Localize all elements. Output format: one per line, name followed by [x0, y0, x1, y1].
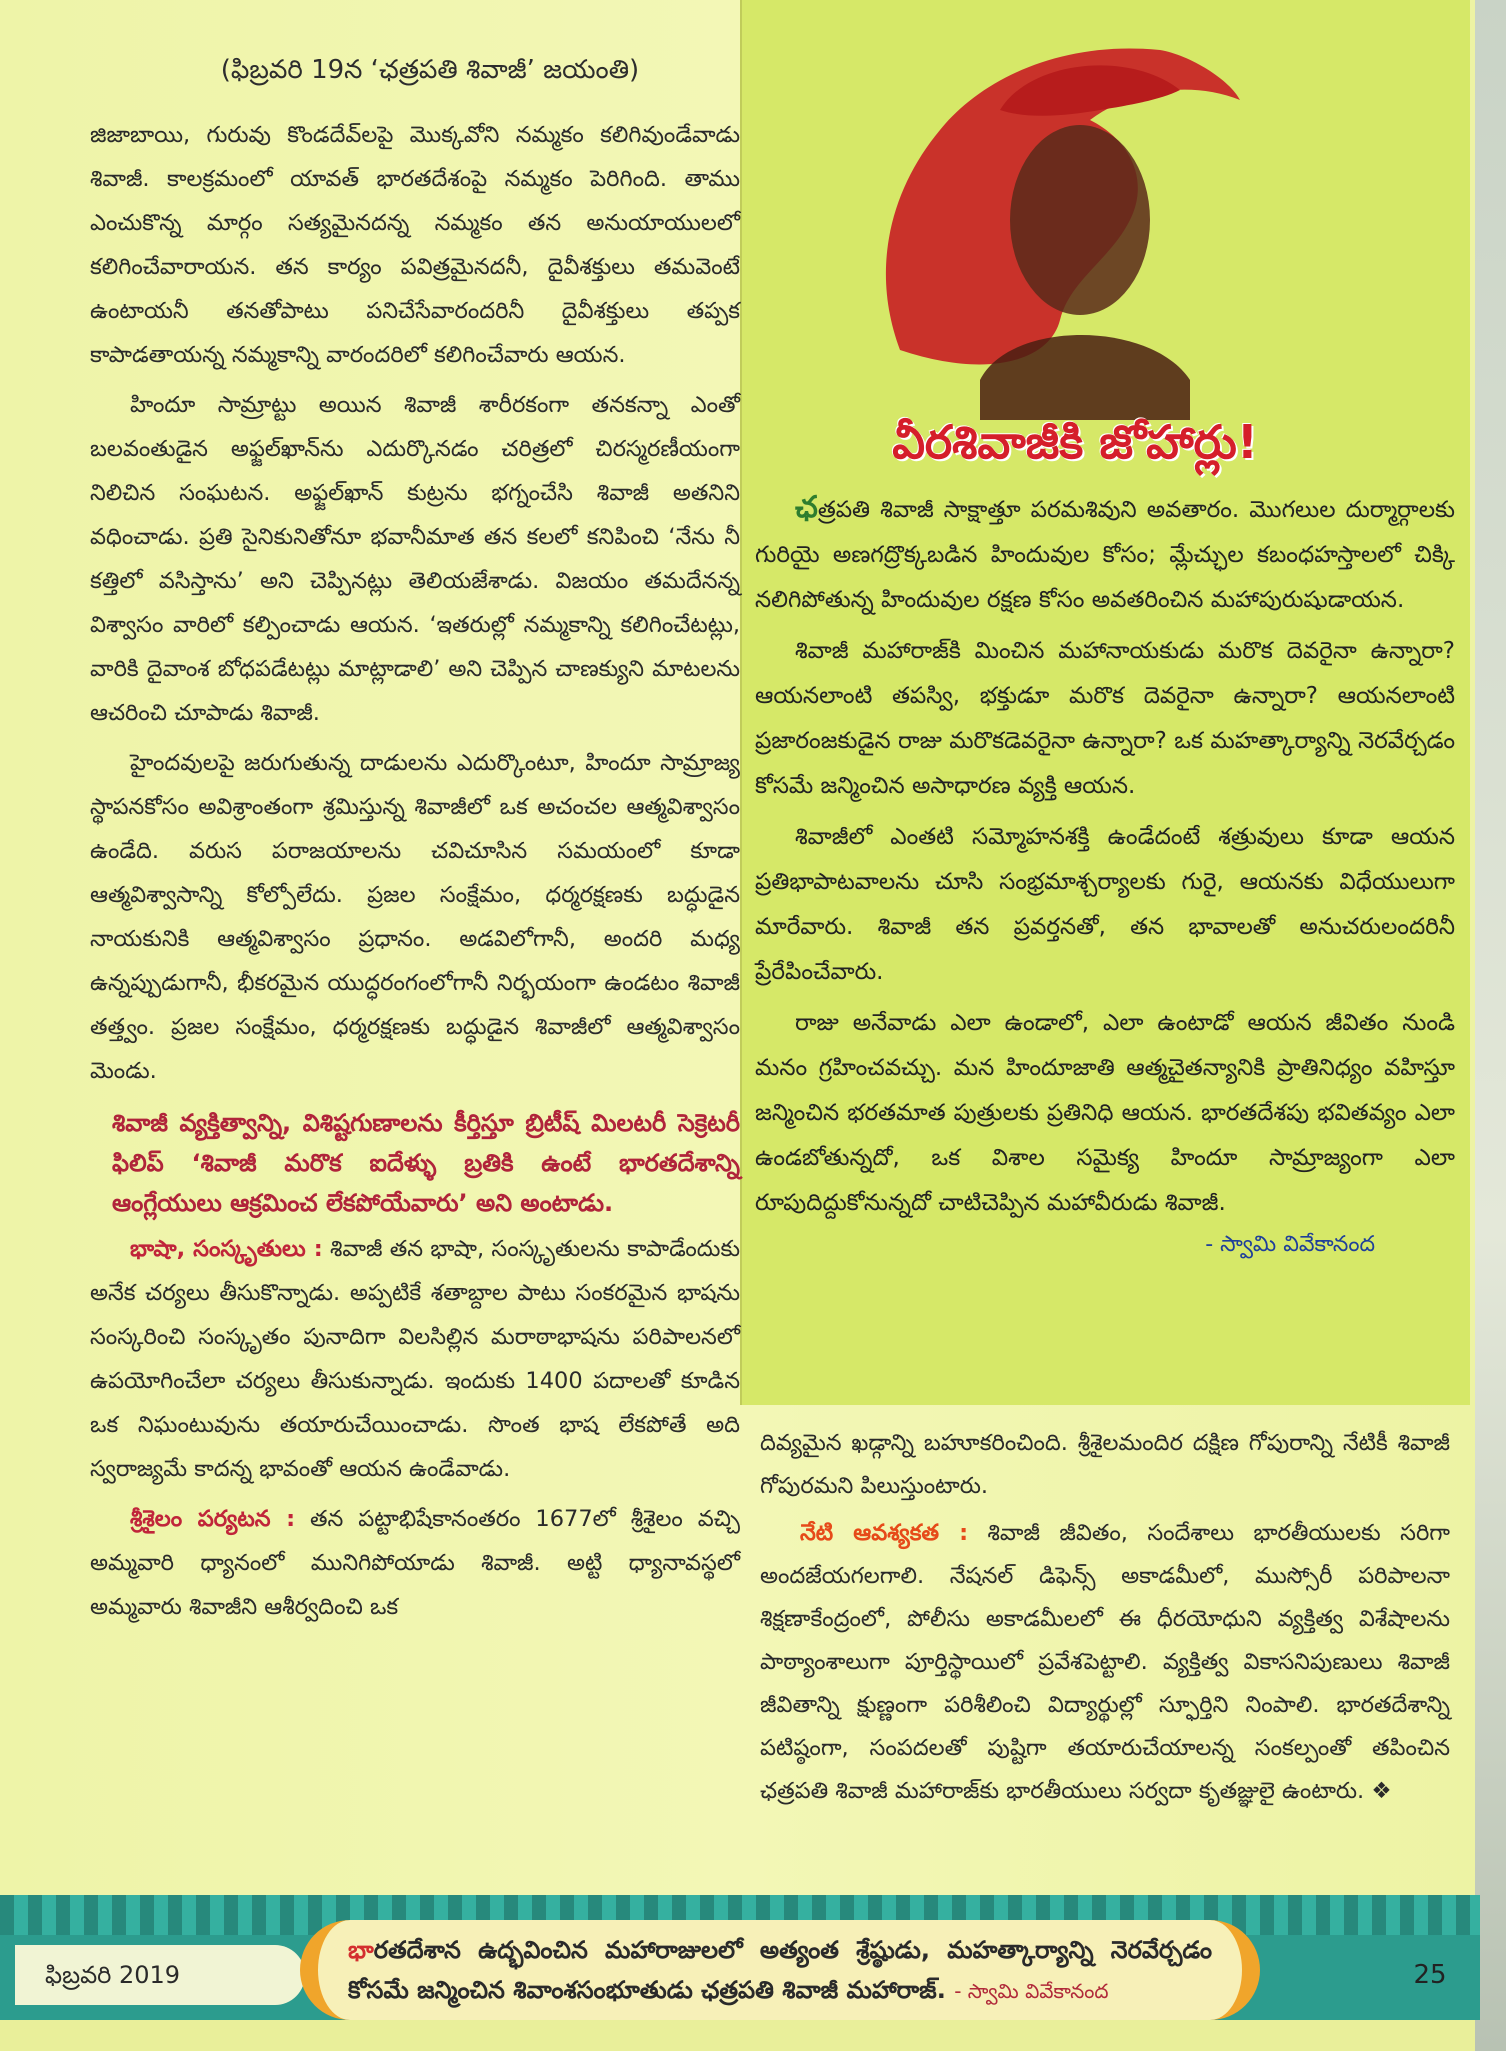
left-paragraph-1: జిజాబాయి, గురువు కొండదేవ్‌లపై మొక్కవోని నమ్మకం కలిగివుండేవాడు శివాజీ. కాలక్రమంలో యావత్ భారతదేశంపై నమ్మకం పెరిగింది. తాము ఎంచుకొన్న మార్గం సత్యమైనదన్న నమ్మకం తన అనుయాయులలో కలిగించేవారాయన. తన కార్యం పవిత్రమైనదనీ, దైవీశక్తులు తమవెంటే ఉంటాయనీ తనతోపాటు పనిచేసేవారందరినీ దైవీశక్తులు తప్పక కాపాడతాయన్న నమ్మకాన్ని వారందరిలో కలిగించేవారు ఆయన.: [90, 122, 740, 368]
footer-signature: - స్వామి వివేకానంద: [954, 1979, 1109, 2003]
footer-quote: భారతదేశాన ఉద్భవించిన మహారాజులలో అత్యంత శ్రేష్ఠుడు, మహత్కార్యాన్ని నెరవేర్చడం కోసమే జన్మించిన శివాంశసంభూతుడు ఛత్రపతి శివాజీ మహారాజ్. - స్వామి వివేకానంద: [348, 1936, 1212, 2004]
heading-srisailam: శ్రీశైలం పర్యటన :: [130, 1506, 296, 1532]
article-subtitle: (ఫిబ్రవరి 19న ‘ఛత్రపతి శివాజీ’ జయంతి): [220, 55, 640, 85]
left-paragraph-2: హిందూ సామ్రాట్టు అయిన శివాజీ శారీరకంగా తనకన్నా ఎంతో బలవంతుడైన అఫ్జల్‌ఖాన్‌ను ఎదుర్కొనడం చరిత్రలో చిరస్మరణీయంగా నిలిచిన సంఘటన. అఫ్జల్‌ఖాన్ కుట్రను భగ్నంచేసి శివాజీ అతనిని వధించాడు. ప్రతి సైనికునితోనూ భవానీమాత తన కలలో కనిపించి ‘నేను నీ కత్తిలో వసిస్తాను’ అని చెప్పినట్లు తెలియజేశాడు. విజయం తమదేనన్న విశ్వాసం వారిలో కల్పించాడు ఆయన. ‘ఇతరుల్లో నమ్మకాన్ని కలిగించేటట్లు, వారికి దైవాంశ బోధపడేటట్లు మాట్లాడాలి’ అని చెప్పిన చాణక్యుని మాటలను ఆచరించి చూపాడు శివాజీ.: [90, 392, 740, 726]
heading-need: నేటి ఆవశ్యకత :: [800, 1520, 969, 1546]
panel-title: వీరశివాజీకి జోహార్లు!: [892, 415, 1258, 469]
panel-signature: - స్వామి వివేకానంద: [1205, 1232, 1375, 1257]
left-column: [90, 55, 740, 1635]
page-number: 25: [1413, 1960, 1447, 1990]
right-column: [760, 1422, 1450, 1817]
dropcap: ఛ: [795, 490, 818, 525]
portrait-illustration: [830, 20, 1290, 420]
footer-date: ఫిబ్రవరి 2019: [15, 1945, 305, 2005]
heading-bhasha: భాషా, సంస్కృతులు :: [130, 1236, 323, 1262]
panel-paragraph-1: ఛత్రపతి శివాజీ సాక్షాత్తూ పరమశివుని అవతారం. మొగలుల దుర్మార్గాలకు గురియై అణగద్రొక్కబడిన హిందువుల కోసం; మ్లేచ్ఛుల కబంధహస్తాలలో చిక్కి నలిగిపోతున్న హిందువుల రక్షణ కోసం అవతరించిన మహాపురుషుడాయన.: [755, 490, 1455, 613]
right-paragraph-2: నేటి ఆవశ్యకత : శివాజీ జీవితం, సందేశాలు భారతీయులకు సరిగా అందజేయగలగాలి. నేషనల్ డిఫెన్స్ అకాడమీలో, ముస్సోరీ పరిపాలనా శిక్షణాకేంద్రంలో, పోలీసు అకాడమీలలో ఈ ధీరయోధుని వ్యక్తిత్వ విశేషాలను పాఠ్యాంశాలుగా పూర్తిస్థాయిలో ప్రవేశపెట్టాలి. వ్యక్తిత్వ వికాసనిపుణులు శివాజీ జీవితాన్ని క్షుణ్ణంగా పరిశీలించి విద్యార్థుల్లో స్ఫూర్తిని నింపాలి. భారతదేశాన్ని పటిష్ఠంగా, సంపదలతో పుష్టిగా తయారుచేయాలన్న సంకల్పంతో తపించిన ఛత్రపతి శివాజీ మహారాజ్‌కు భారతీయులు సర్వదా కృతజ్ఞులై ఉంటారు. ❖: [760, 1520, 1451, 1804]
panel-body: [755, 485, 1455, 1262]
left-paragraph-3: హైందవులపై జరుగుతున్న దాడులను ఎదుర్కొంటూ, హిందూ సామ్రాజ్య స్థాపనకోసం అవిశ్రాంతంగా శ్రమిస్తున్న శివాజీలో ఒక అచంచల ఆత్మవిశ్వాసం ఉండేది. వరుస పరాజయాలను చవిచూసిన సమయంలో కూడా ఆత్మవిశ్వాసాన్ని కోల్పోలేదు. ప్రజల సంక్షేమం, ధర్మరక్షణకు బద్ధుడైన నాయకునికి ఆత్మవిశ్వాసం ప్రధానం. అడవిలోగానీ, అందరి మధ్య ఉన్నప్పుడుగానీ, భీకరమైన యుద్ధరంగంలోగానీ నిర్భయంగా ఉండటం శివాజీ తత్త్వం. ప్రజల సంక్షేమం, ధర్మరక్షణకు బద్ధుడైన శివాజీలో ఆత్మవిశ్వాసం మెండు.: [90, 750, 740, 1084]
panel-paragraph-3: శివాజీలో ఎంతటి సమ్మోహనశక్తి ఉండేదంటే శత్రువులు కూడా ఆయన ప్రతిభాపాటవాలను చూసి సంభ్రమాశ్చర్యాలకు గురై, ఆయనకు విధేయులుగా మారేవారు. శివాజీ తన ప్రవర్తనతో, తన భావాలతో అనుచరులందరినీ ప్రేరేపించేవారు.: [755, 824, 1455, 985]
page-edge: [1475, 0, 1506, 2051]
panel-paragraph-2: శివాజీ మహారాజ్‌కి మించిన మహానాయకుడు మరొక దెవరైనా ఉన్నారా? ఆయనలాంటి తపస్వి, భక్తుడూ మరొక దెవరైనా ఉన్నారా? ఆయనలాంటి ప్రజారంజకుడైన రాజు మరొకడెవరైనా ఉన్నారా? ఒక మహత్కార్యాన్ని నెరవేర్చడం కోసమే జన్మించిన అసాధారణ వ్యక్తి ఆయన.: [755, 638, 1455, 799]
footer-quote-box: [300, 1920, 1260, 2020]
pull-quote: శివాజీ వ్యక్తిత్వాన్ని, విశిష్టగుణాలను కీర్తిస్తూ బ్రిటీష్ మిలటరీ సెక్రెటరీ ఫిలిప్ ‘శివాజీ మరొక ఐదేళ్ళు బ్రతికి ఉంటే భారతదేశాన్ని ఆంగ్లేయులు ఆక్రమించ లేకపోయేవారు’ అని అంటాడు.: [112, 1109, 740, 1217]
left-paragraph-4: భాషా, సంస్కృతులు : శివాజీ తన భాషా, సంస్కృతులను కాపాడేందుకు అనేక చర్యలు తీసుకొన్నాడు. అప్పటికే శతాబ్దాల పాటు సంకరమైన భాషను సంస్కరించి సంస్కృతం పునాదిగా విలసిల్లిన మరాఠాభాషను పరిపాలనలో ఉపయోగించేలా చర్యలు తీసుకున్నాడు. ఇందుకు 1400 పదాలతో కూడిన ఒక నిఘంటువును తయారుచేయించాడు. సొంత భాష లేకపోతే అది స్వరాజ్యమే కాదన్న భావంతో ఆయన ఉండేవాడు.: [90, 1236, 740, 1482]
panel-paragraph-4: రాజు అనేవాడు ఎలా ఉండాలో, ఎలా ఉంటాడో ఆయన జీవితం నుండి మనం గ్రహించవచ్చు. మన హిందూజాతి ఆత్మచైతన్యానికి ప్రాతినిధ్యం వహిస్తూ జన్మించిన భరతమాత పుత్రులకు ప్రతినిధి ఆయన. భారతదేశపు భవితవ్యం ఎలా ఉండబోతున్నదో, ఒక విశాల సమైక్య హిందూ సామ్రాజ్యంగా ఎలా రూపుదిద్దుకోనున్నదో చాటిచెప్పిన మహావీరుడు శివాజీ.: [755, 1010, 1455, 1216]
left-paragraph-5: శ్రీశైలం పర్యటన : తన పట్టాభిషేకానంతరం 1677లో శ్రీశైలం వచ్చి అమ్మవారి ధ్యానంలో మునిగిపోయాడు శివాజీ. అట్టి ధ్యానావస్థలో అమ్మవారు శివాజీని ఆశీర్వదించి ఒక: [90, 1506, 741, 1620]
right-paragraph-1: దివ్యమైన ఖడ్గాన్ని బహూకరించింది. శ్రీశైలమందిర దక్షిణ గోపురాన్ని నేటికీ శివాజీ గోపురమని పిలుస్తుంటారు.: [760, 1430, 1450, 1499]
face-shape: [1010, 125, 1150, 315]
